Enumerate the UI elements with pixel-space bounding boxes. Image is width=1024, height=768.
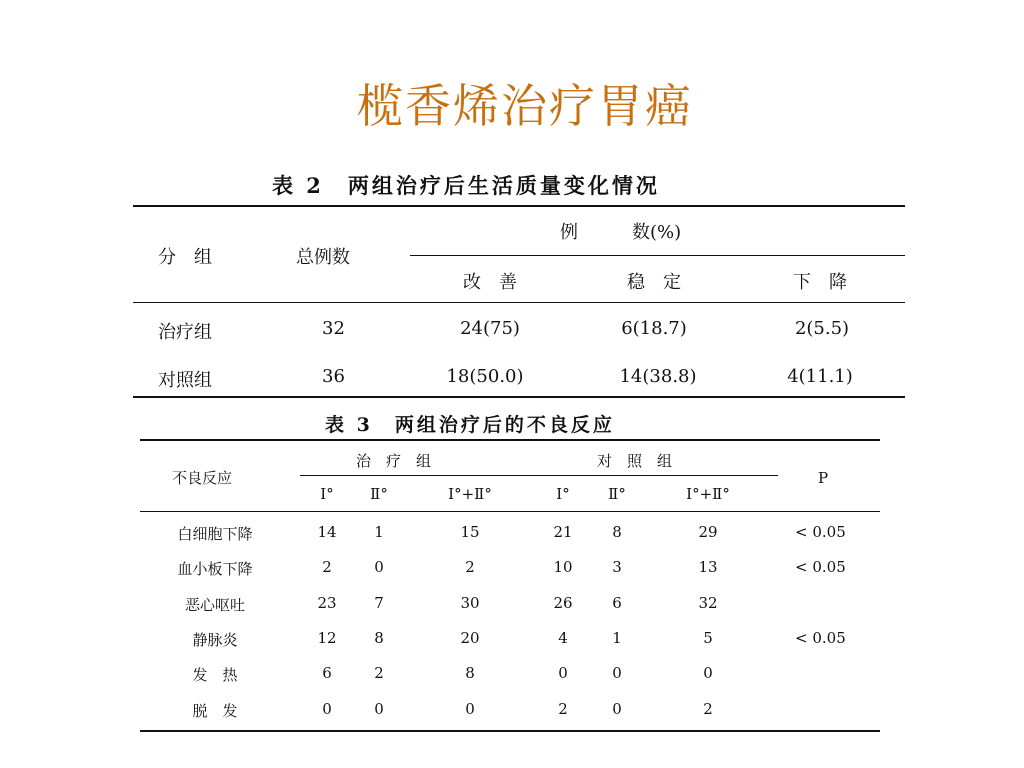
table-2-header-group: 分 组 — [158, 247, 212, 268]
table-3-mid-rule — [300, 475, 778, 476]
table-3-row-label: 静脉炎 — [192, 631, 238, 649]
table-3-cell-treat-sum: 30 — [460, 594, 480, 612]
table-3-cell-treat-i: 23 — [317, 594, 337, 612]
table-3-cell-control-i: 4 — [558, 629, 568, 647]
table-3-cell-control-ii: 0 — [612, 700, 622, 718]
table-3-cell-treat-i: 2 — [322, 558, 332, 576]
table-2-row-2-decline: 4(11.1) — [787, 366, 853, 387]
table-2-bottom-rule — [133, 396, 905, 398]
table-3-cell-treat-ii: 0 — [374, 700, 384, 718]
table-3-sub-control-ii: Ⅱ° — [608, 485, 626, 503]
table-3-cell-control-i: 2 — [558, 700, 568, 718]
table-3-cell-control-sum: 2 — [703, 700, 713, 718]
table-3-cell-control-ii: 3 — [612, 558, 622, 576]
table-3-sub-treat-i: Ⅰ° — [320, 485, 334, 503]
table-3-cell-control-ii: 8 — [612, 523, 622, 541]
table-3-cell-control-ii: 0 — [612, 664, 622, 682]
table-3-cell-treat-ii: 8 — [374, 629, 384, 647]
table-3-cell-control-sum: 29 — [698, 523, 718, 541]
table-3-cell-treat-i: 14 — [317, 523, 337, 541]
table-3-row-label: 白细胞下降 — [177, 525, 253, 543]
table-3-header-rule — [140, 511, 880, 512]
table-3-cell-p: < 0.05 — [795, 523, 846, 541]
table-3-top-rule — [140, 439, 880, 441]
table-2-row-2-stable: 14(38.8) — [619, 366, 697, 387]
table-3-sub-control-i: Ⅰ° — [556, 485, 570, 503]
table-3-cell-control-i: 10 — [553, 558, 573, 576]
table-3-header-reaction: 不良反应 — [172, 469, 233, 487]
table-3-cell-control-sum: 5 — [703, 629, 713, 647]
table-2-header-decline: 下 降 — [793, 272, 847, 293]
table-3-caption: 表 3 两组治疗后的不良反应 — [325, 414, 615, 436]
table-2-header-improve: 改 善 — [463, 272, 517, 293]
table-3-header-treat-group: 治 疗 组 — [356, 452, 432, 470]
table-3-cell-p: < 0.05 — [795, 558, 846, 576]
table-3-cell-control-ii: 6 — [612, 594, 622, 612]
table-3-cell-treat-sum: 8 — [465, 664, 475, 682]
table-2-row-2-total: 36 — [322, 366, 345, 387]
table-3-cell-control-i: 26 — [553, 594, 573, 612]
table-2-header-rule — [133, 302, 905, 303]
table-2-caption: 表 2 两组治疗后生活质量变化情况 — [272, 173, 660, 198]
table-2-mid-rule — [410, 255, 905, 256]
table-3-header-p: P — [818, 469, 829, 487]
table-3-cell-treat-i: 0 — [322, 700, 332, 718]
table-3-sub-control-sum: Ⅰ°+Ⅱ° — [686, 485, 730, 503]
table-2-header-stable: 稳 定 — [627, 272, 681, 293]
table-3-row-label: 发 热 — [192, 666, 238, 684]
table-2-top-rule — [133, 205, 905, 207]
slide-title: 榄香烯治疗胃癌 — [357, 79, 693, 133]
table-3-cell-treat-ii: 2 — [374, 664, 384, 682]
table-3-sub-treat-ii: Ⅱ° — [370, 485, 388, 503]
table-3-cell-treat-i: 6 — [322, 664, 332, 682]
table-3-sub-treat-sum: Ⅰ°+Ⅱ° — [448, 485, 492, 503]
table-2-header-cases-pct: 例 数(%) — [560, 222, 682, 243]
table-3-cell-treat-sum: 2 — [465, 558, 475, 576]
table-3-cell-treat-i: 12 — [317, 629, 337, 647]
table-3-cell-control-sum: 13 — [698, 558, 718, 576]
table-3-bottom-rule — [140, 730, 880, 732]
table-3-cell-p: < 0.05 — [795, 629, 846, 647]
table-3-cell-treat-ii: 7 — [374, 594, 384, 612]
table-2-header-total: 总例数 — [296, 247, 350, 268]
table-3-row-label: 血小板下降 — [177, 560, 253, 578]
table-2-row-1-decline: 2(5.5) — [794, 318, 850, 339]
table-3-cell-control-sum: 32 — [698, 594, 718, 612]
table-2-row-1-improve: 24(75) — [460, 318, 520, 339]
table-2-row-1-total: 32 — [322, 318, 345, 339]
table-3-header-control-group: 对 照 组 — [597, 452, 673, 470]
table-3-cell-treat-sum: 15 — [460, 523, 480, 541]
table-3-cell-treat-sum: 0 — [465, 700, 475, 718]
table-3-cell-control-ii: 1 — [612, 629, 622, 647]
table-3-cell-control-i: 21 — [553, 523, 573, 541]
table-3-cell-treat-ii: 1 — [374, 523, 384, 541]
table-3-cell-treat-sum: 20 — [460, 629, 480, 647]
table-2-row-2-group: 对照组 — [158, 370, 212, 391]
table-3-row-label: 恶心呕吐 — [184, 596, 245, 614]
table-3-cell-control-sum: 0 — [703, 664, 713, 682]
table-2-row-1-group: 治疗组 — [158, 322, 212, 343]
table-2-row-1-stable: 6(18.7) — [621, 318, 687, 339]
table-2-row-2-improve: 18(50.0) — [446, 366, 524, 387]
table-3-row-label: 脱 发 — [192, 702, 238, 720]
table-3-cell-treat-ii: 0 — [374, 558, 384, 576]
table-3-cell-control-i: 0 — [558, 664, 568, 682]
